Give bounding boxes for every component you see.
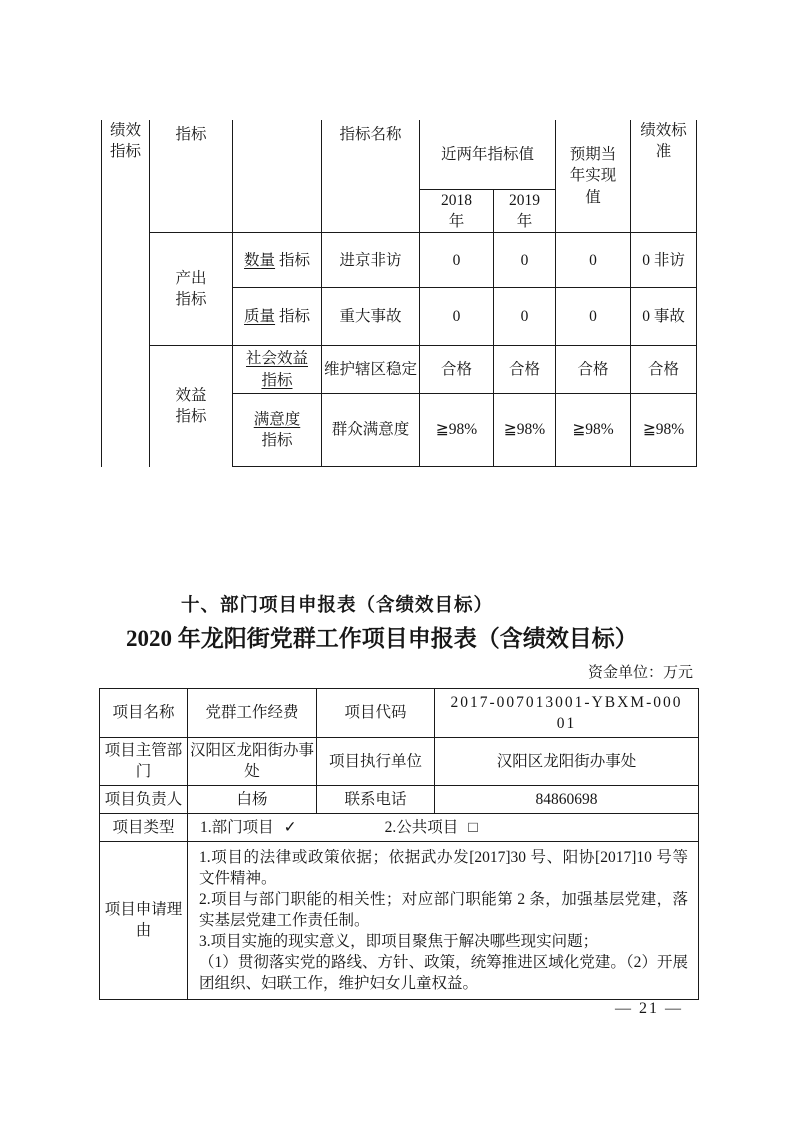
cell-dept-label: 项目主管部门 [100, 738, 188, 786]
cell-indicator-name: 维护辖区稳定 [322, 346, 420, 394]
cell-value-standard: 0 事故 [631, 288, 697, 346]
page-number: — 21 — [615, 1000, 683, 1017]
page-title: 2020 年龙阳街党群工作项目申报表（含绩效目标） [126, 626, 638, 651]
cell-manager-value: 白杨 [188, 785, 317, 813]
cell-project-code-label: 项目代码 [317, 689, 435, 738]
type-option-public: 2.公共项目 [384, 818, 459, 836]
cell-value-2018: ≧98% [420, 394, 494, 467]
cell-year-2018: 2018 年 [420, 189, 494, 233]
project-application-table [99, 688, 699, 1000]
cell-value-standard: 0 非访 [631, 233, 697, 288]
cell-name-header: 指标名称 [322, 120, 420, 233]
cell-reason-label: 项目申请理由 [100, 841, 188, 999]
indicator-type-rest: 指标 [275, 308, 310, 326]
cell-value-expected: 0 [556, 233, 631, 288]
performance-group-label: 绩效指标 [110, 122, 142, 161]
cell-type-label: 项目类型 [100, 813, 188, 841]
reason-list [199, 847, 688, 994]
cell-project-code-value [435, 689, 699, 738]
cell-executor-value: 汉阳区龙阳街办事处 [435, 738, 699, 786]
cell-phone-value: 84860698 [435, 785, 699, 813]
cell-indicator-type [233, 346, 322, 394]
cell-indicator-name: 重大事故 [322, 288, 420, 346]
indicator-type-rest: 指标 [261, 432, 293, 449]
cell-project-name-label: 项目名称 [100, 689, 188, 738]
cell-indicator-header: 指标 [150, 120, 233, 233]
cell-indicator-name: 群众满意度 [322, 394, 420, 467]
project-code: 2017-007013001-YBXM-00001 [450, 693, 683, 732]
reason-paragraph: 2.项目与部门职能的相关性；对应部门职能第 2 条，加强基层党建，落实基层党建工作责任制。 [199, 890, 688, 929]
empty-checkbox-icon: □ [468, 818, 478, 836]
section-heading: 十、部门项目申报表（含绩效目标） [181, 596, 494, 616]
cell-value-expected: ≧98% [556, 394, 631, 467]
cell-value-standard: 合格 [631, 346, 697, 394]
cell-empty-header [233, 120, 322, 233]
cell-executor-label: 项目执行单位 [317, 738, 435, 786]
cell-recent-years-header: 近两年指标值 [420, 120, 556, 189]
cell-value-expected: 合格 [556, 346, 631, 394]
output-group-label: 产出指标 [175, 269, 207, 309]
cell-year-2019: 2019 年 [494, 189, 556, 233]
type-option-department: 1.部门项目 [200, 818, 274, 836]
cell-indicator-type [233, 394, 322, 467]
cell-value-2018: 0 [420, 288, 494, 346]
cell-performance-group [102, 120, 150, 467]
cell-value-2019: 合格 [494, 346, 556, 394]
unit-note: 资金单位：万元 [587, 665, 693, 681]
cell-type-options [188, 813, 699, 841]
cell-phone-label: 联系电话 [317, 785, 435, 813]
cell-value-2018: 合格 [420, 346, 494, 394]
reason-paragraph: 3.项目实施的现实意义，即项目聚焦于解决哪些现实问题； [199, 932, 599, 950]
indicator-type-underlined: 质量 [244, 308, 276, 326]
cell-value-expected: 0 [556, 288, 631, 346]
cell-indicator-name: 进京非访 [322, 233, 420, 288]
checkmark-icon: ✓ [283, 818, 297, 836]
indicator-type-rest: 指标 [275, 251, 310, 269]
indicator-type-underlined: 社会效益指标 [246, 350, 309, 389]
reason-paragraph: 1.项目的法律或政策依据；依据武办发[2017]30 号、阳协[2017]10 号等文件精神。 [199, 848, 688, 887]
cell-indicator-type [233, 288, 322, 346]
cell-expected-header: 预期当年实现值 [556, 120, 631, 233]
cell-standard-header: 绩效标准 [631, 120, 697, 233]
cell-benefit-group [150, 346, 233, 467]
cell-value-2019: ≧98% [494, 394, 556, 467]
indicator-type-underlined: 满意度 [253, 410, 301, 428]
reason-paragraph: （1）贯彻落实党的路线、方针、政策，统筹推进区域化党建。（2）开展团组织、妇联工作，维护妇女儿童权益。 [199, 953, 688, 992]
indicator-type-underlined: 数量 [244, 251, 276, 269]
cell-value-2019: 0 [494, 288, 556, 346]
cell-project-name-value: 党群工作经费 [188, 689, 317, 738]
cell-value-2019: 0 [494, 233, 556, 288]
cell-value-2018: 0 [420, 233, 494, 288]
benefit-group-label: 效益指标 [175, 387, 207, 426]
cell-dept-value: 汉阳区龙阳街办事处 [188, 738, 317, 786]
cell-value-standard: ≧98% [631, 394, 697, 467]
cell-indicator-type [233, 233, 322, 288]
cell-reason-content [188, 841, 699, 999]
performance-indicators-table [101, 120, 697, 467]
cell-manager-label: 项目负责人 [100, 785, 188, 813]
cell-output-group [150, 233, 233, 346]
